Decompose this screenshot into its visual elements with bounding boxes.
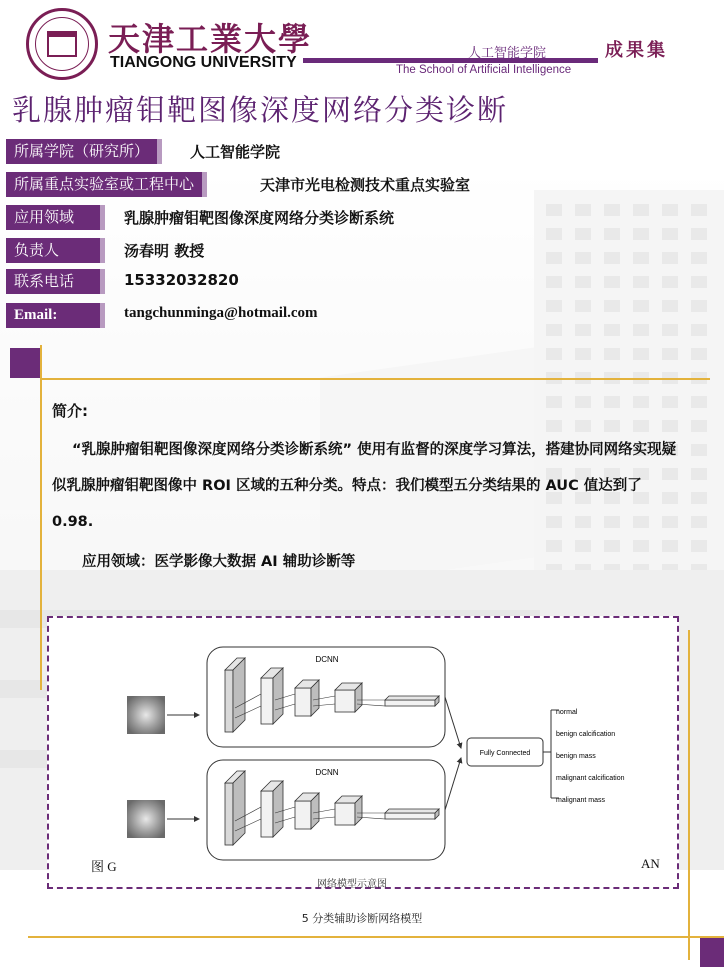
header-divider [303, 58, 598, 63]
intro-heading: 简介: [52, 402, 88, 420]
info-label: Email: [6, 303, 100, 328]
info-label: 应用领域 [6, 205, 100, 230]
info-value: 乳腺肿瘤钼靶图像深度网络分类诊断系统 [124, 209, 395, 227]
email-link[interactable]: tangchunminga@hotmail.com [124, 305, 318, 321]
info-label: 联系电话 [6, 269, 100, 294]
header [0, 0, 724, 84]
collection-label: 成果集 [605, 40, 668, 61]
frame-line [28, 936, 724, 938]
decor-square [700, 938, 724, 967]
network-diagram [49, 618, 677, 887]
network-diagram-figure [47, 616, 679, 889]
figure-label-right: AN [641, 856, 660, 871]
info-label: 所属学院（研究所） [6, 139, 157, 164]
class-label: malignant calcification [556, 775, 625, 782]
dcnn-label-bottom: DCNN [315, 768, 339, 777]
university-seal-logo [26, 8, 98, 80]
figure-caption: 5 分类辅助诊断网络模型 [301, 912, 423, 925]
frame-line [40, 345, 42, 690]
figure-inner-caption: 网络模型示意图 [317, 879, 387, 890]
mammogram-patch-bottom [127, 800, 165, 838]
frame-line [40, 378, 710, 380]
info-label: 所属重点实验室或工程中心 [6, 172, 202, 197]
info-value: 天津市光电检测技术重点实验室 [260, 176, 471, 194]
info-label: 负责人 [6, 238, 100, 263]
page-title: 乳腺肿瘤钼靶图像深度网络分类诊断 [12, 93, 509, 127]
decor-square [10, 348, 40, 378]
class-list [556, 709, 625, 804]
class-label: normal [556, 709, 578, 716]
figure-label-left: 图 G [91, 859, 117, 874]
class-label: malignant mass [556, 797, 606, 804]
application-field: 应用领域：医学影像大数据 AI 辅助诊断等 [82, 554, 356, 570]
info-value: 人工智能学院 [190, 143, 281, 161]
class-label: benign mass [556, 753, 596, 760]
class-label: benign calcification [556, 731, 616, 738]
school-name-cn: 人工智能学院 [468, 46, 547, 61]
mammogram-patch-top [127, 696, 165, 734]
dcnn-label-top: DCNN [315, 655, 339, 664]
university-name-cn: 天津工業大學 [108, 20, 313, 58]
school-name-en: The School of Artificial Intelligence [396, 64, 572, 76]
info-value: 15332032820 [124, 271, 239, 289]
fully-connected-label: Fully Connected [479, 750, 531, 757]
info-value: 汤春明 教授 [124, 242, 205, 260]
university-name-en: TIANGONG UNIVERSITY [110, 54, 297, 71]
intro-paragraph: “乳腺肿瘤钼靶图像深度网络分类诊断系统” 使用有监督的深度学习算法，搭建协同网络实现疑似乳腺肿瘤钼靶图像中 ROI 区域的五种分类。特点：我们模型五分类结果的 AUC 值达到了 0.98. [52, 442, 677, 530]
